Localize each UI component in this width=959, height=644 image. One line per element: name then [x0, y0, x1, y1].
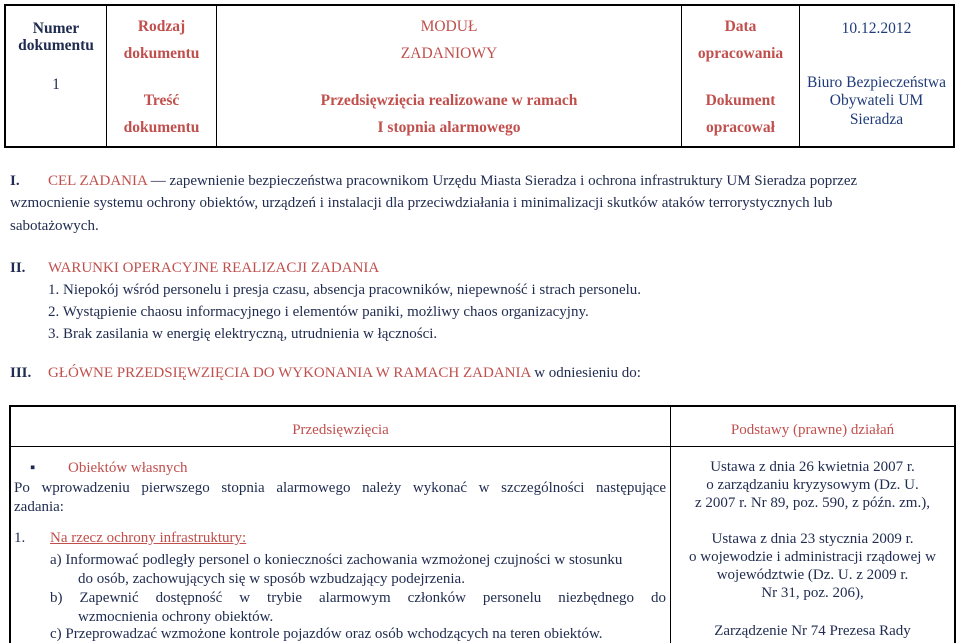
law-ref-1: Ustawa z dnia 26 kwietnia 2007 r. o zarządzaniu kryzysowym (Dz. U. z 2007 r. Nr 89, poz. 590, z późn. zm.), — [695, 459, 930, 511]
section2-item-2: 2. Wystąpienie chaosu informacyjnego i elementów paniki, możliwy chaos organizacyjny. — [48, 304, 589, 320]
law-ref-2: Ustawa z dnia 23 stycznia 2009 r. o wojewodzie i administracji rządowej w województwie (Dz. U. z 2009 r. Nr 31, poz. 206), — [688, 531, 936, 601]
numer-label: Numer dokumentu — [18, 20, 94, 55]
section1-text: — zapewnienie bezpieczeństwa pracownikom Urzędu Miasta Sieradza i ochrona infrastruktury UM Sieradza poprzez — [150, 173, 858, 189]
col-header-measures: Przedsięwzięcia — [292, 422, 389, 438]
item-c-line1: c) Przeprowadzać wzmożone kontrole pojazdów oraz osób wchodzących na teren obiektów. — [50, 626, 603, 642]
bullet-title: Obiektów własnych — [68, 460, 188, 476]
table-border-top — [9, 405, 956, 407]
author: Biuro Bezpieczeństwa Obywateli UM Sieradza — [806, 74, 946, 128]
table-col-sep — [670, 405, 671, 643]
section2-title: WARUNKI OPERACYJNE REALIZACJI ZADANIA — [48, 260, 380, 276]
section1-line3: sabotażowych. — [10, 218, 99, 234]
rodzaj-label: Rodzaj dokumentu — [123, 18, 200, 63]
section3-heading — [48, 363, 641, 383]
numer-value: 1 — [52, 76, 60, 93]
bullet-square-icon: ▪ — [30, 460, 36, 476]
section3-number: III. — [10, 365, 32, 381]
modul-title: MODUŁ ZADANIOWY — [400, 18, 498, 63]
header-border-top — [4, 4, 955, 6]
section1-number: I. — [10, 173, 20, 189]
item-b-line1: b) Zapewnić dostępność w trybie alarmowym członków personelu niezbędnego do — [50, 590, 666, 606]
section2-number: II. — [10, 260, 26, 276]
section1-title: CEL ZADANIA — [48, 173, 148, 189]
table-header-sep — [9, 446, 956, 447]
section3-title: GŁÓWNE PRZEDSIĘWZIĘCIA DO WYKONANIA W RAMACH ZADANIA — [48, 365, 531, 381]
tresc-label: Treść dokumentu — [123, 92, 200, 137]
section1-line1 — [48, 171, 857, 191]
section1-line2: wzmocnienie systemu ochrony obiektów, urządzeń i instalacji dla przeciwdziałania i minimalizacji skutków ataków terrorystycznych lub — [10, 195, 833, 211]
col-header-legal-basis: Podstawy (prawne) działań — [730, 422, 895, 438]
section2-item-3: 3. Brak zasilania w energię elektryczną, utrudnienia w łączności. — [48, 326, 438, 342]
item-a-line2: do osób, zachowujących się w sposób wzbudzający podejrzenia. — [78, 571, 465, 587]
law-ref-3: Zarządzenie Nr 74 Prezesa Rady — [714, 623, 911, 639]
intro-line2: zadania: — [14, 499, 64, 515]
table-border-right — [954, 405, 956, 643]
data-label: Data opracowania — [697, 18, 784, 63]
item-b-line2: wzmocnienia ochrony obiektów. — [78, 609, 274, 625]
header-border-right — [953, 4, 955, 148]
tresc-value: Przedsięwzięcia realizowane w ramach I stopnia alarmowego — [320, 92, 578, 137]
dokument-label: Dokument opracował — [705, 92, 776, 137]
data-value: 10.12.2012 — [841, 20, 912, 37]
table-border-left — [9, 405, 11, 643]
intro-line1: Po wprowadzeniu pierwszego stopnia alarmowego należy wykonać w szczególności następujące — [14, 480, 666, 496]
section2-item-1: 1. Niepokój wśród personelu i presja czasu, absencja pracowników, niepewność i strach personelu. — [48, 282, 642, 298]
item-a-line1: a) Informować podległy personel o konieczności zachowania wzmożonej czujności w stosunku — [50, 552, 623, 568]
point-number: 1. — [14, 530, 26, 546]
header-border-bottom — [4, 146, 955, 148]
point-title: Na rzecz ochrony infrastruktury: — [50, 530, 247, 546]
section3-suffix: w odniesieniu do: — [534, 365, 641, 381]
